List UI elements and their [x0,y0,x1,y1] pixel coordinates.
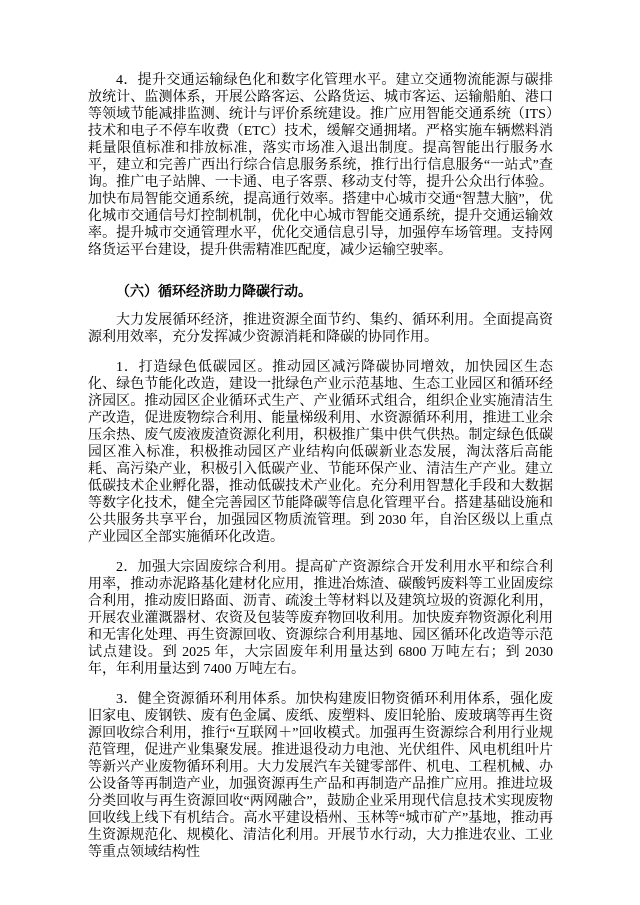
paragraph-circular-economy-intro: 大力发展循环经济，推进资源全面节约、集约、循环利用。全面提高资源利用效率，充分发挥减少资源消耗和降碳的协同作用。 [88,313,553,345]
paragraph-item-3-resource-recycling-system: 3．健全资源循环利用体系。加快构建废旧物资循环利用体系，强化废旧家电、废钢铁、废有色金属、废纸、废塑料、废旧轮胎、废玻璃等再生资源回收综合利用，推行“互联网＋”回收模式。加强再生资源综合利用行业规范管理，促进产业集聚发展。推进退役动力电池、光伏组件、风电机组叶片等新兴产业废物循环利用。大力发展汽车关键零部件、机电、工程机械、办公设备等再制造产业，加强资源再生产品和再制造产品推广应用。推进垃圾分类回收与再生资源回收“两网融合”，鼓励企业采用现代信息技术实现废物回收线上线下有机结合。高水平建设梧州、玉林等“城市矿产”基地，推动再生资源规范化、规模化、清洁化利用。开展节水行动，大力推进农业、工业等重点领域结构性 [88,692,553,860]
paragraph-item-1-green-low-carbon-parks: 1．打造绿色低碳园区。推动园区减污降碳协同增效，加快园区生态化、绿色节能化改造，建设一批绿色产业示范基地、生态工业园区和循环经济园区。推动园区企业循环式生产、产业循环式组合，组织企业实施清洁生产改造，促进废物综合利用、能量梯级利用、水资源循环利用，推进工业余压余热、废气废液废渣资源化利用，积极推广集中供气供热。制定绿色低碳园区准入标准，积极推动园区产业结构向低碳新业态发展，淘汰落后高能耗、高污染产业，积极引入低碳产业、节能环保产业、清洁生产产业。建立低碳技术企业孵化器，推动低碳技术产业化。充分利用智慧化手段和大数据等数字化技术，健全完善园区节能降碳等信息化管理平台。搭建基础设施和公共服务共享平台，加强园区物质流管理。到 2030 年，自治区级以上重点产业园区全部实施循环化改造。 [88,360,553,545]
paragraph-item-2-bulk-solid-waste: 2．加强大宗固废综合利用。提高矿产资源综合开发利用水平和综合利用率，推动赤泥路基化建材化应用，推进冶炼渣、碳酸钙废料等工业固废综合利用，推动废旧路面、沥青、疏浚土等材料以及建筑垃圾的资源化利用，开展农业灌溉器材、农资及包装等废弃物回收利用。加快废弃物资源化利用和无害化处理、再生资源回收、资源综合利用基地、园区循环化改造等示范试点建设。到 2025 年，大宗固废年利用量达到 6800 万吨左右；到 2030 年，年利用量达到 7400 万吨左右。 [88,560,553,677]
section-heading-circular-economy: （六）循环经济助力降碳行动。 [116,285,312,300]
paragraph-transport-item-4: 4．提升交通运输绿色化和数字化管理水平。建立交通物流能源与碳排放统计、监测体系，开展公路客运、公路货运、城市客运、运输船舶、港口等领域节能减排监测、统计与评价系统建设。推广应用智能交通系统（ITS）技术和电子不停车收费（ETC）技术，缓解交通拥堵。严格实施车辆燃料消耗量限值标准和排放标准，落实市场准入退出制度。提高智能出行服务水平，建立和完善广西出行综合信息服务系统，推行出行信息服务“一站式”查询。推广电子站牌、一卡通、电子客票、移动支付等，提升公众出行体验。加快布局智能交通系统，提高通行效率。搭建中心城市交通“智慧大脑”，优化城市交通信号灯控制机制，优化中心城市智能交通系统，提升交通运输效率。提升城市交通管理水平，优化交通信息引导，加强停车场管理。支持网络货运平台建设，提升供需精准匹配度，减少运输空驶率。 [88,73,553,258]
